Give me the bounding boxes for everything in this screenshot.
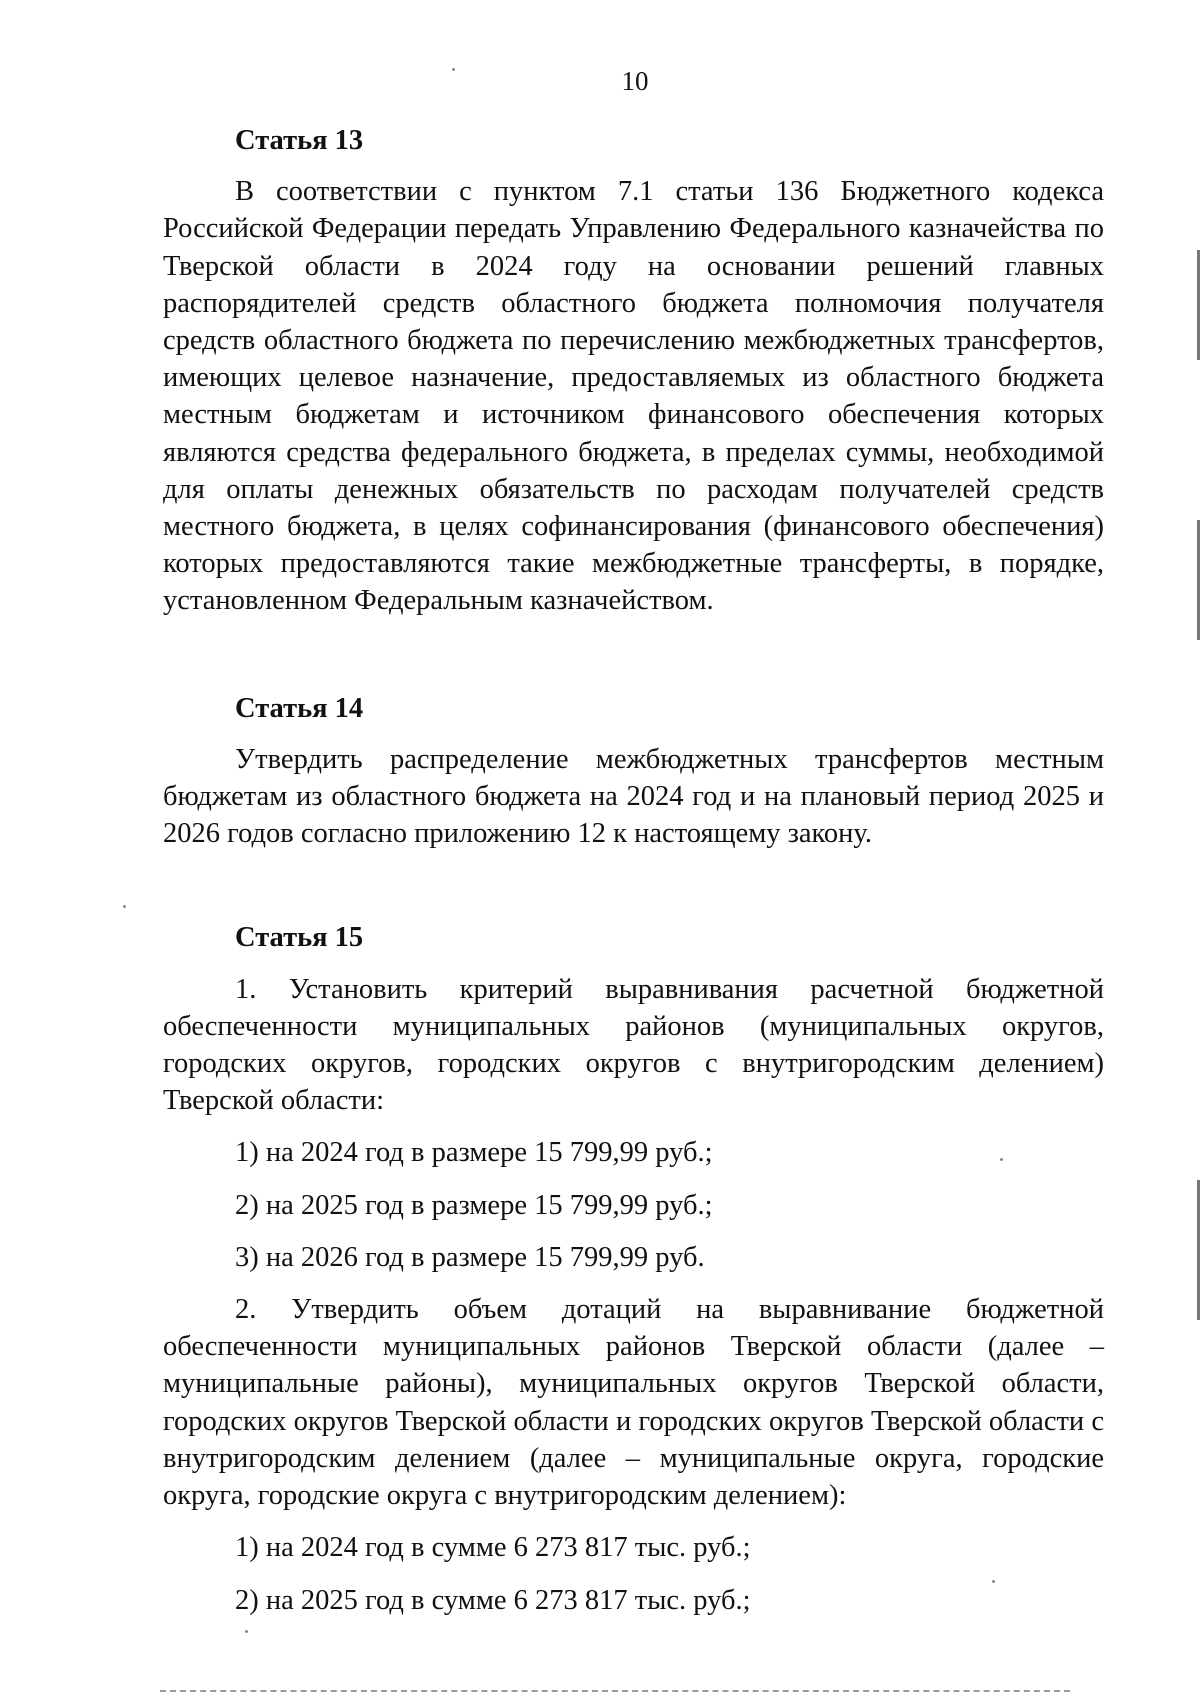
article-13-text: В соответствии с пунктом 7.1 статьи 136 Бюджетного кодекса Российской Федерации передать Управлению Федерального казначейства по Тверской области в 2024 году на основании решений главных распорядителей средств областного бюджета полномочия получателя средств областного бюджета по перечислению межбюджетных трансфертов, имеющих целевое назначение, предоставляемых из областного бюджета местным бюджетам и источником финансового обеспечения которых являются средства федерального бюджета, в пределах суммы, необходимой для оплаты денежных обязательств по расходам получателей средств местного бюджета, в целях софинансирования (финансового обеспечения) которых предоставляются такие межбюджетные трансферты, в порядке, установленном Федеральным казначейством. (163, 176, 1104, 617)
article-14-text: Утвердить распределение межбюджетных трансфертов местным бюджетам из областного бюджета на 2024 год и на плановый период 2025 и 2026 годов согласно приложению 12 к настоящему закону. (163, 743, 1104, 850)
scan-speck (245, 1630, 248, 1633)
paragraph-1-item: 3) на 2026 год в размере 15 799,99 руб. (235, 1241, 705, 1273)
paragraph-1-item: 2) на 2025 год в размере 15 799,99 руб.; (235, 1189, 713, 1221)
paragraph-2-item: 2) на 2025 год в сумме 6 273 817 тыс. руб.; (235, 1584, 751, 1616)
article-15-paragraph-2: 2. Утвердить объем дотаций на выравнивание бюджетной обеспеченности муниципальных районов Тверской области (далее – муниципальные районы), муниципальных округов Тверской области, городских округов Тверской области и городских округов Тверской области с внутригородским делением (далее – муниципальные округа, городские округа, городские округа с внутригородским делением): (163, 1294, 1104, 1512)
article-15-paragraph-1: 1. Установить критерий выравнивания расчетной бюджетной обеспеченности муниципальных районов (муниципальных округов, городских округов, городских округов с внутригородским делением) Тверской области: (163, 973, 1104, 1117)
article-13-heading: Статья 13 (235, 125, 364, 156)
document-body (163, 122, 1104, 1619)
paragraph-2-item: 1) на 2024 год в сумме 6 273 817 тыс. руб.; (235, 1532, 751, 1564)
scan-speck (992, 1580, 995, 1583)
paragraph-1-item: 1) на 2024 год в размере 15 799,99 руб.; (235, 1137, 713, 1169)
page-number: 10 (621, 66, 649, 96)
scan-speck (123, 905, 126, 908)
article-15-heading: Статья 15 (235, 922, 364, 954)
scan-speck (452, 68, 455, 71)
article-14-heading: Статья 14 (235, 692, 364, 724)
scan-speck (1000, 1158, 1003, 1161)
scan-bottom-artifact (160, 1690, 1070, 1694)
